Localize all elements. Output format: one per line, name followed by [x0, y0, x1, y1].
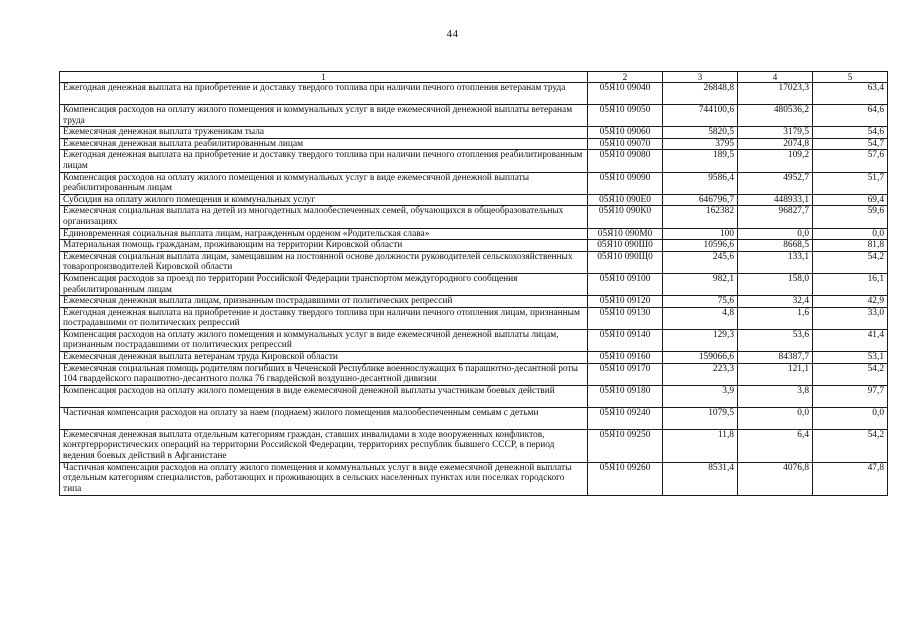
cell-actual: 96827,7: [738, 206, 813, 228]
table-row: [60, 240, 888, 252]
cell-code: 05Я10 090К0: [588, 206, 663, 228]
cell-name: Компенсация расходов на оплату жилого помещения и коммунальных услуг в виде ежемесячной денежной выплаты реабилитированным лицам: [60, 172, 588, 194]
cell-percent: 16,1: [813, 273, 888, 295]
page-number: 44: [446, 28, 459, 40]
cell-plan: 162382: [663, 206, 738, 228]
cell-plan: 26848,8: [663, 83, 738, 105]
cell-name: Компенсация расходов на оплату жилого помещения и коммунальных услуг в виде ежемесячной денежной выплаты лицам, признанным пострадавшими от политических репрессий: [60, 329, 588, 351]
cell-code: 05Я10 090Е0: [588, 194, 663, 206]
cell-name: Компенсация расходов на оплату жилого помещения и коммунальных услуг в виде ежемесячной денежной выплаты ветеранам труда: [60, 105, 588, 127]
cell-code: 05Я10 09250: [588, 429, 663, 462]
cell-plan: 189,5: [663, 150, 738, 172]
cell-actual: 121,1: [738, 363, 813, 385]
table-row: [60, 105, 888, 127]
table-row: [60, 273, 888, 295]
cell-code: 05Я10 09060: [588, 127, 663, 139]
cell-percent: 81,8: [813, 240, 888, 252]
cell-percent: 51,7: [813, 172, 888, 194]
table-row: [60, 150, 888, 172]
cell-code: 05Я10 09180: [588, 385, 663, 407]
cell-code: 05Я10 09040: [588, 83, 663, 105]
cell-name: Ежегодная денежная выплата на приобретение и доставку твердого топлива при наличии печного отопления лицам, признанным пострадавшими от политических репрессий: [60, 307, 588, 329]
cell-name: Ежемесячная денежная выплата отдельным категориям граждан, ставших инвалидами в ходе вооруженных конфликтов, контртеррористических операций на территории Российской Федерации, территориях республик бывшего СССР, в период ведения боевых действий в Афганистане: [60, 429, 588, 462]
table-row: [60, 462, 888, 495]
cell-code: 05Я10 09260: [588, 462, 663, 495]
cell-plan: 3795: [663, 138, 738, 150]
cell-percent: 41,4: [813, 329, 888, 351]
cell-actual: 4076,8: [738, 462, 813, 495]
cell-percent: 47,8: [813, 462, 888, 495]
cell-actual: 17023,3: [738, 83, 813, 105]
cell-plan: 744100,6: [663, 105, 738, 127]
cell-actual: 8668,5: [738, 240, 813, 252]
cell-plan: 4,8: [663, 307, 738, 329]
column-header-plan: 3: [663, 72, 738, 83]
cell-code: 05Я10 09240: [588, 407, 663, 429]
cell-percent: 64,6: [813, 105, 888, 127]
table-row: [60, 363, 888, 385]
cell-name: Ежегодная денежная выплата на приобретение и доставку твердого топлива при наличии печного отопления ветеранам труда: [60, 83, 588, 105]
cell-name: Ежемесячная социальная выплата на детей из многодетных малообеспеченных семей, обучающихся в общеобразовательных организациях: [60, 206, 588, 228]
table-row: [60, 206, 888, 228]
cell-plan: 3,9: [663, 385, 738, 407]
table-row: [60, 307, 888, 329]
cell-percent: 54,2: [813, 429, 888, 462]
column-header-code: 2: [588, 72, 663, 83]
cell-percent: 33,0: [813, 307, 888, 329]
cell-code: 05Я10 09100: [588, 273, 663, 295]
cell-actual: 1,6: [738, 307, 813, 329]
table-row: [60, 127, 888, 139]
cell-actual: 3179,5: [738, 127, 813, 139]
table-row: [60, 407, 888, 429]
cell-code: 05Я10 09170: [588, 363, 663, 385]
cell-percent: 54,2: [813, 363, 888, 385]
cell-plan: 982,1: [663, 273, 738, 295]
cell-code: 05Я10 09140: [588, 329, 663, 351]
cell-code: 05Я10 09050: [588, 105, 663, 127]
cell-plan: 159066,6: [663, 352, 738, 364]
cell-percent: 59,6: [813, 206, 888, 228]
cell-percent: 57,6: [813, 150, 888, 172]
cell-actual: 2074,8: [738, 138, 813, 150]
cell-code: 05Я10 090М0: [588, 228, 663, 240]
cell-percent: 42,9: [813, 296, 888, 308]
table-row: [60, 352, 888, 364]
table-body: [60, 83, 888, 496]
cell-actual: 0,0: [738, 407, 813, 429]
cell-plan: 8531,4: [663, 462, 738, 495]
cell-code: 05Я10 09130: [588, 307, 663, 329]
cell-actual: 53,6: [738, 329, 813, 351]
table-row: [60, 138, 888, 150]
table-header-row: [60, 72, 888, 83]
cell-plan: 129,3: [663, 329, 738, 351]
cell-actual: 4952,7: [738, 172, 813, 194]
cell-name: Ежемесячная денежная выплата реабилитированным лицам: [60, 138, 588, 150]
cell-name: Единовременная социальная выплата лицам, награжденным орденом «Родительская слава»: [60, 228, 588, 240]
cell-code: 05Я10 090Щ0: [588, 251, 663, 273]
cell-actual: 158,0: [738, 273, 813, 295]
cell-plan: 646796,7: [663, 194, 738, 206]
cell-percent: 63,4: [813, 83, 888, 105]
table-row: [60, 83, 888, 105]
cell-actual: 3,8: [738, 385, 813, 407]
cell-percent: 54,7: [813, 138, 888, 150]
table-row: [60, 251, 888, 273]
cell-name: Ежемесячная денежная выплата лицам, признанным пострадавшими от политических репрессий: [60, 296, 588, 308]
cell-plan: 100: [663, 228, 738, 240]
cell-code: 05Я10 09080: [588, 150, 663, 172]
table-row: [60, 329, 888, 351]
cell-code: 05Я10 09120: [588, 296, 663, 308]
cell-name: Компенсация расходов на оплату жилого помещения в виде ежемесячной денежной выплаты участникам боевых действий: [60, 385, 588, 407]
cell-actual: 109,2: [738, 150, 813, 172]
table-row: [60, 429, 888, 462]
cell-plan: 245,6: [663, 251, 738, 273]
cell-name: Субсидия на оплату жилого помещения и коммунальных услуг: [60, 194, 588, 206]
cell-actual: 480536,2: [738, 105, 813, 127]
cell-actual: 32,4: [738, 296, 813, 308]
cell-percent: 97,7: [813, 385, 888, 407]
cell-percent: 54,2: [813, 251, 888, 273]
cell-percent: 69,4: [813, 194, 888, 206]
cell-name: Ежемесячная социальная выплата лицам, замещавшим на постоянной основе должности руководителей сельскохозяйственных товаропроизводителей Кировской области: [60, 251, 588, 273]
cell-actual: 84387,7: [738, 352, 813, 364]
cell-name: Ежемесячная денежная выплата труженикам тыла: [60, 127, 588, 139]
cell-plan: 9586,4: [663, 172, 738, 194]
table-row: [60, 296, 888, 308]
table-row: [60, 194, 888, 206]
cell-name: Частичная компенсация расходов на оплату жилого помещения и коммунальных услуг в виде ежемесячной денежной выплаты отдельным категориям специалистов, работающих и проживающих в сельских населенных пунктах или поселках городского типа: [60, 462, 588, 495]
cell-actual: 448933,1: [738, 194, 813, 206]
cell-code: 05Я10 090Ш0: [588, 240, 663, 252]
cell-actual: 0,0: [738, 228, 813, 240]
cell-name: Ежемесячная социальная помощь родителям погибших в Чеченской Республике военнослужащих 6 парашютно-десантной роты 104 гвардейского парашютно-десантного полка 76 гвардейской воздушно-десантной дивизии: [60, 363, 588, 385]
cell-percent: 53,1: [813, 352, 888, 364]
cell-code: 05Я10 09090: [588, 172, 663, 194]
cell-actual: 133,1: [738, 251, 813, 273]
cell-plan: 75,6: [663, 296, 738, 308]
column-header-name: 1: [60, 72, 588, 83]
cell-name: Частичная компенсация расходов на оплату за наем (поднаем) жилого помещения малообеспеченным семьям с детьми: [60, 407, 588, 429]
cell-code: 05Я10 09070: [588, 138, 663, 150]
cell-plan: 5820,5: [663, 127, 738, 139]
cell-percent: 54,6: [813, 127, 888, 139]
cell-name: Материальная помощь гражданам, проживающим на территории Кировской области: [60, 240, 588, 252]
column-header-actual: 4: [738, 72, 813, 83]
cell-percent: 0,0: [813, 407, 888, 429]
cell-plan: 10596,6: [663, 240, 738, 252]
cell-plan: 1079,5: [663, 407, 738, 429]
cell-percent: 0,0: [813, 228, 888, 240]
cell-code: 05Я10 09160: [588, 352, 663, 364]
budget-table: [59, 71, 888, 496]
table-row: [60, 172, 888, 194]
cell-name: Ежегодная денежная выплата на приобретение и доставку твердого топлива при наличии печного отопления реабилитированным лицам: [60, 150, 588, 172]
cell-name: Ежемесячная денежная выплата ветеранам труда Кировской области: [60, 352, 588, 364]
table-row: [60, 385, 888, 407]
cell-actual: 6,4: [738, 429, 813, 462]
column-header-percent: 5: [813, 72, 888, 83]
cell-name: Компенсация расходов за проезд по территории Российской Федерации транспортом междугородного сообщения реабилитированным лицам: [60, 273, 588, 295]
cell-plan: 11,8: [663, 429, 738, 462]
table-row: [60, 228, 888, 240]
cell-plan: 223,3: [663, 363, 738, 385]
